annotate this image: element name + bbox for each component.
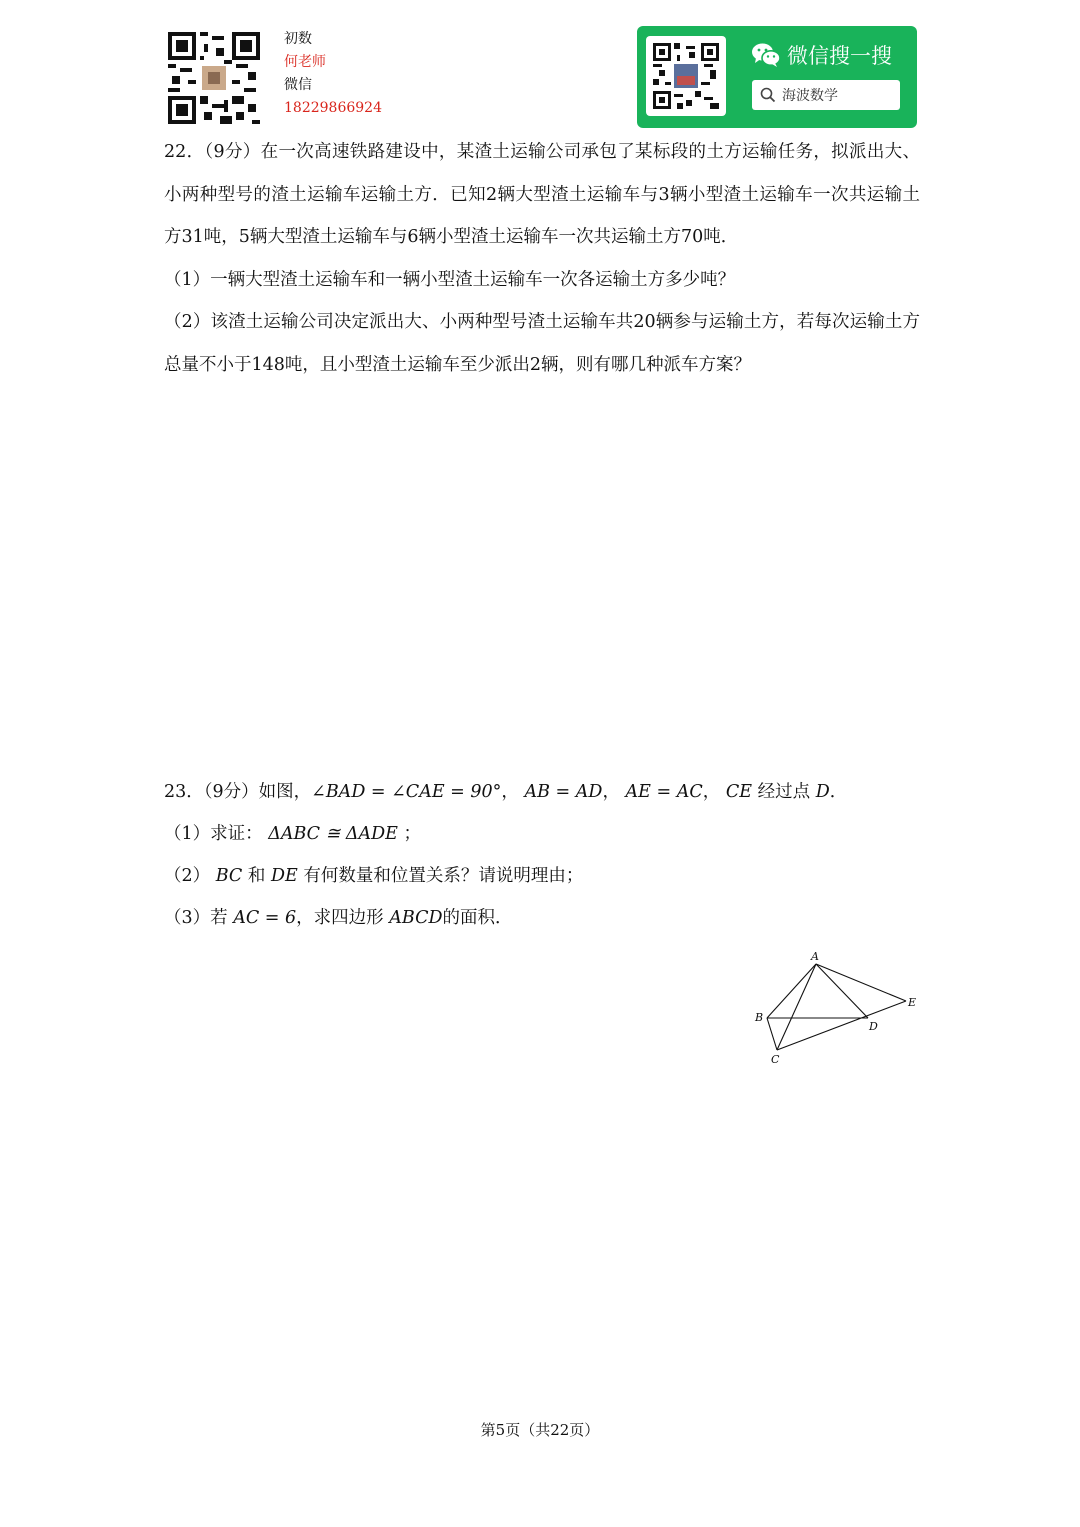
teacher-line-name: 何老师 — [284, 54, 326, 70]
wechat-logo-icon — [751, 42, 781, 68]
qr-code-icon — [646, 36, 726, 116]
q23-cond3: AE = AC — [625, 782, 703, 802]
q23-part2-m2: DE — [270, 866, 298, 886]
wechat-search-text: 海波数学 — [782, 88, 838, 104]
q23-cond1: ∠BAD = ∠CAE = 90° — [311, 782, 502, 802]
point-label-e: E — [908, 996, 917, 1009]
q23-part3-prefix: （3）若 — [164, 908, 228, 928]
wechat-search-title-text: 微信搜一搜 — [787, 44, 892, 68]
q23-sep1: ， — [501, 782, 519, 802]
q23-cond4-point: D — [815, 782, 830, 802]
point-label-b: B — [755, 1011, 764, 1024]
teacher-line-wechat: 微信 — [284, 77, 312, 93]
segment-ae — [816, 964, 906, 1001]
teacher-info — [284, 28, 382, 120]
qr-code-icon — [168, 32, 260, 124]
page-number: 第5页（共22页） — [480, 1421, 600, 1439]
q23-part3-math: AC = 6 — [233, 908, 297, 928]
segment-bc — [767, 1018, 777, 1050]
q23-part3 — [164, 904, 513, 929]
q23-part3-m2: ABCD — [389, 908, 443, 928]
q23-part1 — [164, 820, 421, 845]
q23-cond4: CE — [725, 782, 753, 802]
q23-part2-and: 和 — [247, 866, 266, 886]
q23-intro-text: 23．（9分）如图， — [164, 782, 312, 802]
q23-part2-suffix: 有何数量和位置关系？请说明理由； — [303, 866, 584, 886]
q23-part2 — [164, 862, 583, 887]
wechat-search-title — [751, 40, 892, 70]
q23-part1-prefix: （1）求证： — [164, 824, 263, 844]
q23-part3-mid: ，求四边形 — [296, 908, 384, 928]
q23-cond4-text: 经过点 — [757, 782, 811, 802]
q22-body: 22．（9分）在一次高速铁路建设中，某渣土运输公司承包了某标段的土方运输任务，拟派出大、小两种型号的渣土运输车运输土方．已知2辆大型渣土运输车与3辆小型渣土运输车一次共运输土方31吨，5辆大型渣土运输车与6辆小型渣土运输车一次共运输土方70吨． — [164, 142, 920, 247]
q23-sep3: ， — [702, 782, 721, 802]
teacher-line-subject: 初数 — [284, 31, 312, 47]
point-label-d: D — [869, 1020, 878, 1033]
q23-part3-suffix: 的面积． — [442, 908, 513, 928]
q23-part2-prefix: （2） — [164, 866, 211, 886]
teacher-line-phone: 18229866924 — [284, 100, 382, 116]
segment-ab — [767, 964, 816, 1018]
point-label-a: A — [811, 950, 819, 963]
q23-cond2: AB = AD — [524, 782, 603, 802]
point-label-c: C — [771, 1053, 780, 1066]
segment-ad — [816, 964, 868, 1018]
q22-part1: （1）一辆大型渣土运输车和一辆小型渣土运输车一次各运输土方多少吨？ — [164, 270, 736, 290]
q23-end: ． — [829, 782, 848, 802]
wechat-search-card — [637, 26, 917, 128]
wechat-search-box[interactable] — [752, 80, 900, 110]
q23-part1-suffix: ； — [403, 824, 422, 844]
q23-figure — [748, 948, 923, 1068]
q23-sep2: ， — [602, 782, 620, 802]
q23-intro — [164, 778, 847, 803]
search-icon — [760, 87, 776, 103]
q23-part2-m1: BC — [215, 866, 243, 886]
q23-part1-math: ΔABC ≅ ΔADE — [268, 824, 398, 844]
q22-part2: （2）该渣土运输公司决定派出大、小两种型号渣土运输车共20辆参与运输土方，若每次运输土方总量不小于148吨，且小型渣土运输车至少派出2辆，则有哪几种派车方案？ — [164, 312, 920, 375]
